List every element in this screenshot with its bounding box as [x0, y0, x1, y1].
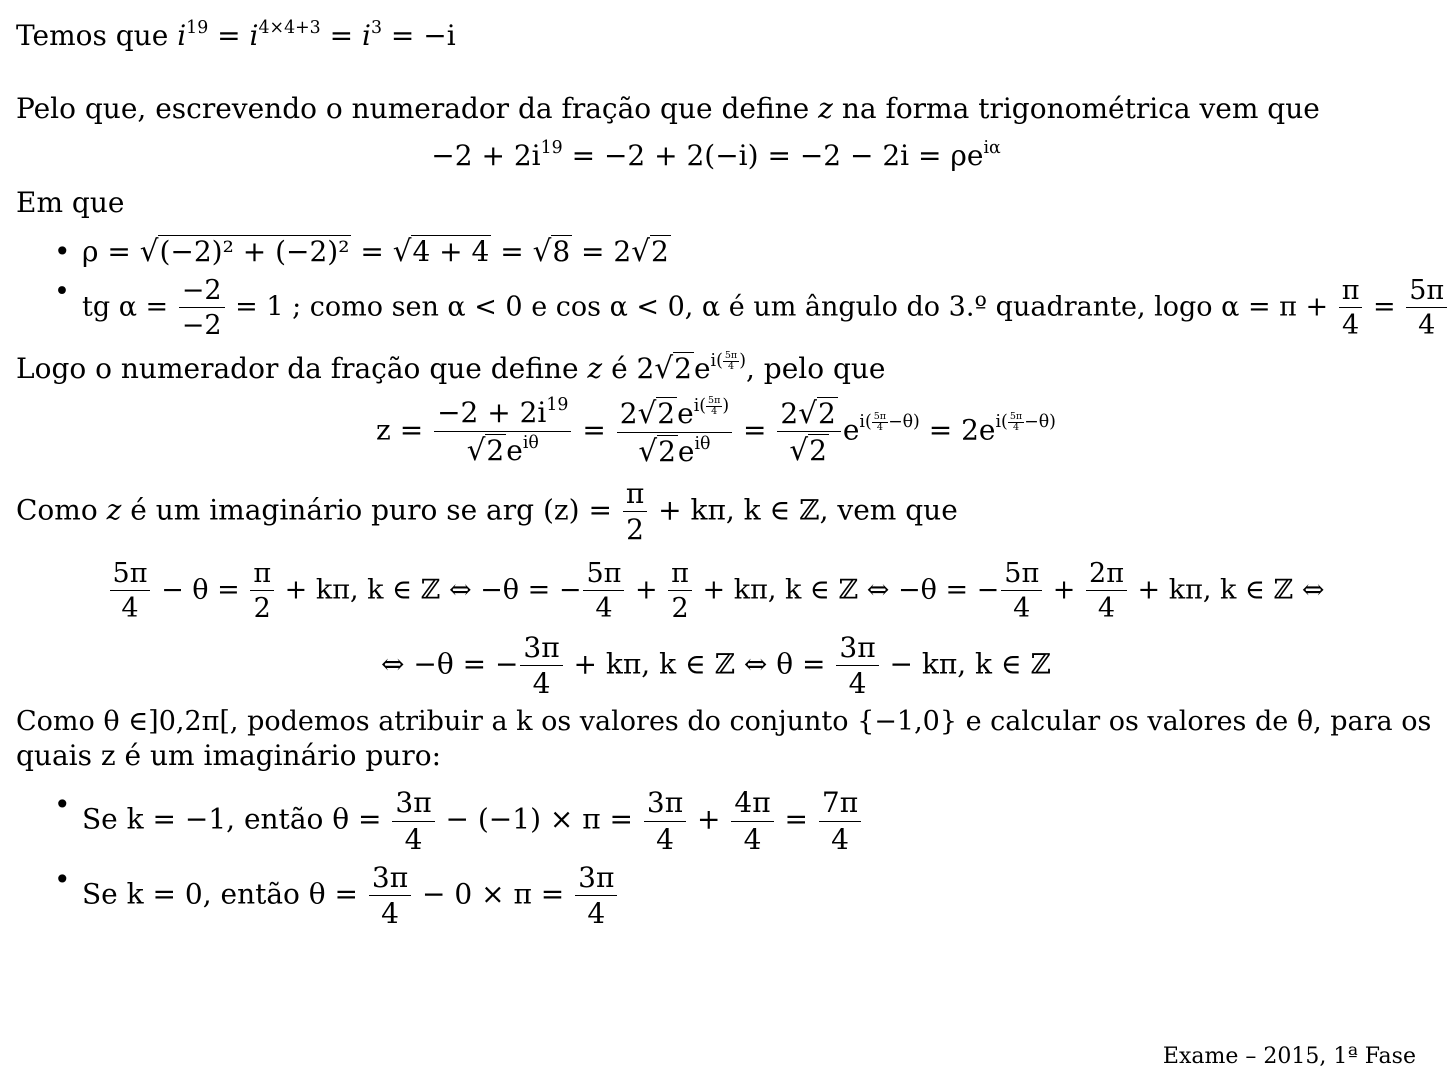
k-values-paragraph-line2: quais z é um imaginário puro: [16, 739, 442, 773]
trig-form-paragraph: Pelo que, escrevendo o numerador da fração que define z na forma trigonométrica vem que [16, 92, 1320, 125]
theta-values-list [16, 787, 1416, 930]
em-que-label: Em que [16, 186, 125, 219]
sqrt-4: √ 2 [631, 234, 669, 268]
solution-document [16, 17, 1445, 930]
intro-line: Temos que $i^{19} = i^{4\times 4+3} = i^3 = -i$ [16, 17, 456, 52]
frac-z-2: 2 √ 2 $e^{i( \frac{5\pi}{4} )}$ √ 2 $e^{i\theta}$ [617, 396, 732, 468]
equation-z: z = $-2 + 2i^{19}$ √ 2 $e^{i\theta}$ = 2 √ 2 $e^{i( \frac{5\pi}{4} )}$ √ 2 $e^{i\theta}$ = 2 √ 2 √ 2 $e^{i( \frac{5\pi}{4} -\theta)} = 2e^{i( \frac{5\pi}{4} -\theta)}$ [376, 395, 1056, 468]
sqrt-1: √ (−2)² + (−2)² [139, 234, 350, 268]
frac-tg: $\frac{-2}{-2}$ [179, 275, 225, 341]
exp-3: 3 [370, 17, 382, 38]
pure-imaginary-condition: Como z é um imaginário puro se arg (z) = $\frac{\pi}{2}$ + kπ, k ∈ ℤ, vem que [16, 476, 958, 546]
i-base: i [177, 19, 187, 52]
frac-z-3: 2 √ 2 √ 2 [777, 397, 840, 467]
list-item-argument: • tg α = $\frac{-2}{-2}$ = 1 ; como sen α < 0 e cos α < 0, α é um ângulo do 3.º quadrante, logo α = π + $\frac{\pi}{4}$ = $\frac{5\pi}{4}$ [16, 275, 1416, 341]
equation-theta-2: ⇔ −θ = − $\frac{3\pi}{4}$ + kπ, k ∈ ℤ ⇔ θ = $\frac{3\pi}{4}$ − kπ, k ∈ ℤ [381, 631, 1051, 701]
sqrt-3: √ 8 [532, 234, 571, 268]
intro-result: = −i [382, 19, 456, 52]
sqrt-2: √ 4 + 4 [392, 234, 490, 268]
equation-numerator: $-2 + 2i^{19} = -2 + 2(-i) = -2 - 2i = \rho e^{i\alpha}$ [431, 137, 1001, 172]
modulus-argument-list [16, 234, 1445, 342]
k-values-paragraph-line1: Como θ ∈]0,2π[, podemos atribuir a k os valores do conjunto {−1,0} e calcular os valores de θ, para os [16, 705, 1432, 737]
exam-source-footer: Exame – 2015, 1ª Fase [1162, 1043, 1416, 1069]
list-item-modulus: • ρ = √ (−2)² + (−2)² = √ 4 + 4 = √ 8 = 2 √ 2 [16, 234, 1416, 269]
list-item-k-minus-1: • Se k = −1, então θ = $\frac{3\pi}{4}$ − (−1) × π = $\frac{3\pi}{4}$ + $\frac{4\pi}{4}$ = $\frac{7\pi}{4}$ [16, 787, 1416, 855]
list-item-k-0: • Se k = 0, então θ = $\frac{3\pi}{4}$ − 0 × π = $\frac{3\pi}{4}$ [16, 862, 1416, 930]
equation-theta-1: $\frac{5\pi}{4}$ − θ = $\frac{\pi}{2}$ + kπ, k ∈ ℤ ⇔ −θ = − $\frac{5\pi}{4}$ + $\frac{\pi}{2}$ + kπ, k ∈ ℤ ⇔ −θ = − $\frac{5\pi}{4}$ + $\frac{2\pi}{4}$ + kπ, k ∈ ℤ ⇔ [16, 558, 1416, 624]
numerator-exponential-paragraph: Logo o numerador da fração que define z é 2 √ 2 $e^{i( \frac{5\pi}{4} )}$, pelo que [16, 350, 886, 386]
frac-z-1: $-2 + 2i^{19}$ √ 2 $e^{i\theta}$ [434, 397, 571, 466]
frac-pi-4: $\frac{\pi}{4}$ [1339, 275, 1363, 341]
frac-5pi-4: $\frac{5\pi}{4}$ [1406, 275, 1447, 341]
intro-prefix: Temos que [16, 19, 178, 52]
exp-443: 4×4+3 [258, 17, 321, 38]
eq-sign: = [208, 19, 250, 52]
exp-19: 19 [186, 17, 209, 38]
